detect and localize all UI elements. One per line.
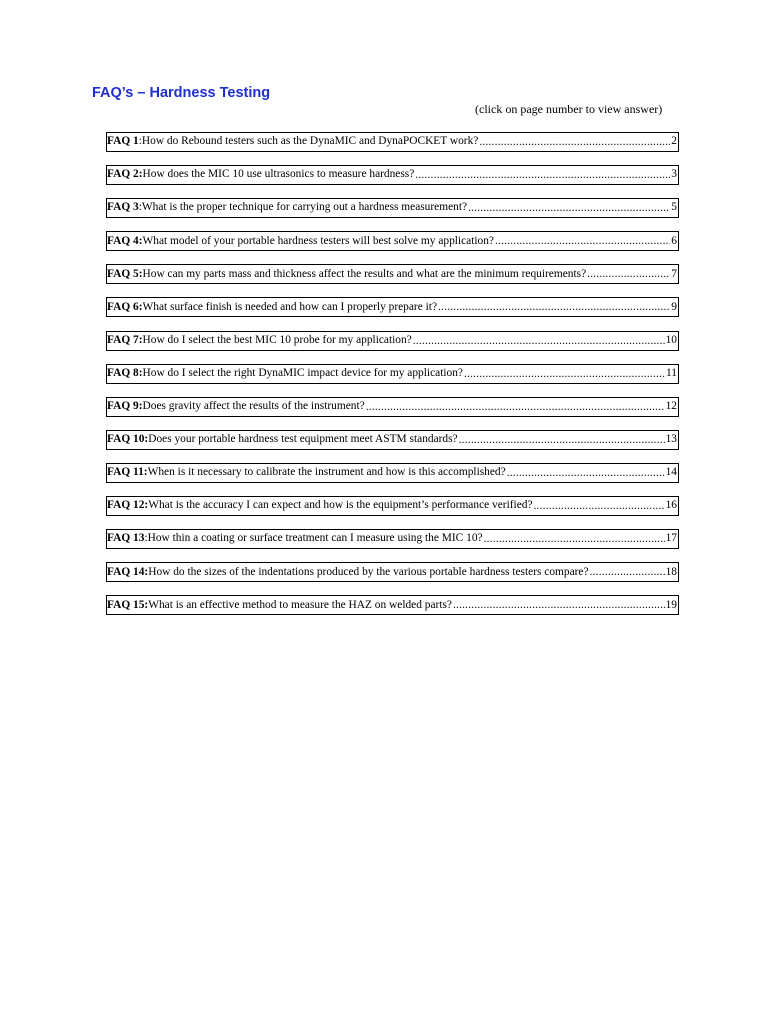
faq-page-number-link[interactable]: 10 [665,333,677,346]
faq-link-2[interactable] [106,165,679,185]
faq-number: FAQ 12: [107,499,149,512]
faq-link-5[interactable] [106,264,679,284]
faq-link-14[interactable] [106,562,679,582]
faq-question: What is an effective method to measure the HAZ on welded parts? [148,598,452,611]
faq-table-of-contents [106,132,679,628]
faq-number: FAQ 4: [107,234,143,247]
dot-leader [586,268,670,280]
faq-page-number-link[interactable]: 18 [665,565,677,578]
faq-page-number-link[interactable]: 19 [665,598,677,611]
faq-question: How do Rebound testers such as the DynaMIC and DynaPOCKET work? [141,135,479,148]
faq-question: How can my parts mass and thickness affect the results and what are the minimum requirements? [142,267,587,280]
faq-question: What surface finish is needed and how can I properly prepare it? [142,300,437,313]
instruction-text: (click on page number to view answer) [475,102,663,116]
faq-question: How thin a coating or surface treatment can I measure using the MIC 10? [147,532,483,545]
dot-leader [478,136,670,148]
faq-page-number-link[interactable]: 5 [671,201,677,214]
faq-page-number-link[interactable]: 14 [665,466,677,479]
dot-leader [506,467,665,479]
faq-number: FAQ 5: [107,267,143,280]
faq-page-number-link[interactable]: 9 [671,300,677,313]
faq-question: How do I select the best MIC 10 probe for my application? [142,333,412,346]
faq-link-6[interactable] [106,297,679,317]
faq-number: FAQ 11: [107,466,148,479]
faq-page-number-link[interactable]: 11 [666,366,677,379]
faq-number: FAQ 15: [107,598,149,611]
faq-link-12[interactable] [106,496,679,516]
faq-link-9[interactable] [106,397,679,417]
faq-link-11[interactable] [106,463,679,483]
faq-number: FAQ 14: [107,565,149,578]
faq-link-4[interactable] [106,231,679,251]
faq-link-3[interactable] [106,198,679,218]
dot-leader [467,202,670,214]
faq-page-number-link[interactable]: 12 [665,400,677,413]
faq-link-13[interactable] [106,529,679,549]
faq-question: What is the proper technique for carrying out a hardness measurement? [141,201,468,214]
faq-separator: : [144,532,148,545]
faq-page-number-link[interactable]: 17 [665,532,677,545]
faq-page-number-link[interactable]: 16 [665,499,677,512]
faq-number: FAQ 6: [107,300,143,313]
faq-question: When is it necessary to calibrate the instrument and how is this accomplished? [147,466,506,479]
faq-question: What is the accuracy I can expect and how is the equipment’s performance verified? [148,499,533,512]
faq-question: What model of your portable hardness testers will best solve my application? [142,234,494,247]
faq-page-number-link[interactable]: 6 [671,234,677,247]
dot-leader [533,500,665,512]
dot-leader [458,434,665,446]
page-title: FAQ’s – Hardness Testing [92,85,271,101]
faq-link-1[interactable] [106,132,679,152]
dot-leader [437,301,670,313]
faq-question: How does the MIC 10 use ultrasonics to measure hardness? [142,168,415,181]
dot-leader [494,235,670,247]
dot-leader [589,566,665,578]
faq-page-number-link[interactable]: 2 [671,135,677,148]
dot-leader [414,169,670,181]
faq-link-10[interactable] [106,430,679,450]
faq-question: Does your portable hardness test equipment meet ASTM standards? [148,433,458,446]
faq-number: FAQ 3 [107,201,139,214]
faq-separator: : [138,135,142,148]
faq-page-number-link[interactable]: 3 [671,168,677,181]
dot-leader [463,368,665,380]
faq-number: FAQ 10: [107,433,149,446]
faq-link-8[interactable] [106,364,679,384]
faq-number: FAQ 9: [107,400,143,413]
faq-number: FAQ 8: [107,366,143,379]
faq-question: Does gravity affect the results of the instrument? [142,400,365,413]
faq-question: How do I select the right DynaMIC impact device for my application? [142,366,463,379]
faq-question: How do the sizes of the indentations produced by the various portable hardness testers compare? [148,565,589,578]
dot-leader [412,335,665,347]
faq-number: FAQ 13 [107,532,145,545]
faq-separator: : [138,201,142,214]
faq-page-number-link[interactable]: 7 [671,267,677,280]
faq-number: FAQ 2: [107,168,143,181]
faq-link-7[interactable] [106,331,679,351]
faq-link-15[interactable] [106,595,679,615]
dot-leader [452,599,665,611]
faq-page-number-link[interactable]: 13 [665,433,677,446]
faq-number: FAQ 1 [107,135,139,148]
dot-leader [483,533,665,545]
faq-number: FAQ 7: [107,333,143,346]
dot-leader [365,401,665,413]
